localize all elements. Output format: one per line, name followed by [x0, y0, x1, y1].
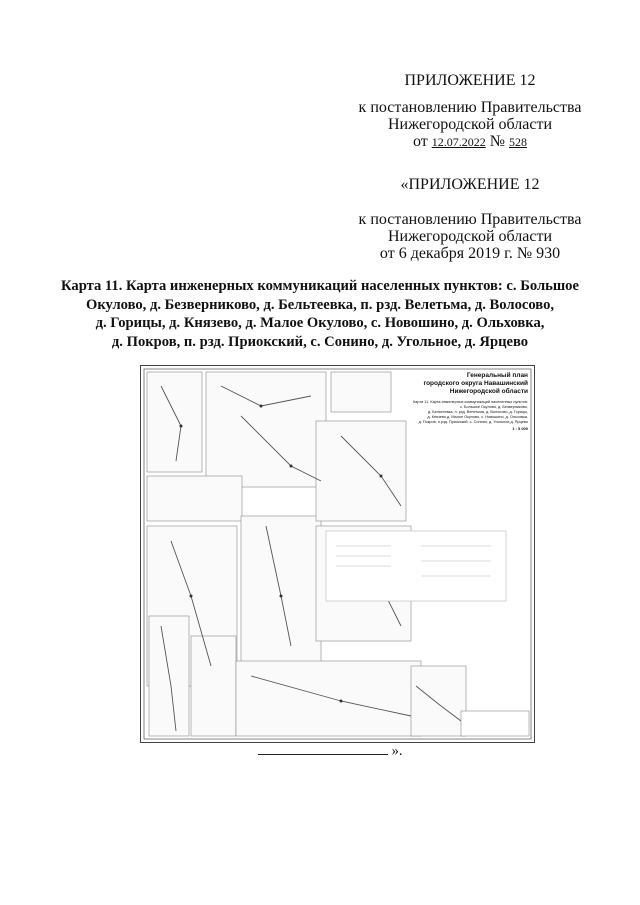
- decree-number: 528: [509, 135, 528, 149]
- decree-date: 12.07.2022: [431, 135, 486, 149]
- appendix-label: ПРИЛОЖЕНИЕ 12: [404, 72, 536, 89]
- number-sign: №: [489, 133, 506, 150]
- decree-line2: Нижегородской области: [387, 116, 552, 133]
- map-sub2: с. Большое Окулово, д. Безверниково,: [459, 405, 528, 409]
- title-line2: Окулово, д. Безверниково, д. Бельтеевка, п. рзд. Велетьма, д. Волосово,: [85, 296, 555, 313]
- map-heading2: городского округа Навашинский: [423, 380, 528, 387]
- map-sub4: д. Князево,д. Малое Окулово, с. Новошино, д. Ольховка,: [427, 415, 528, 419]
- engineering-map: [140, 365, 535, 743]
- map-sub1: Карта 11. Карта инженерных коммуникаций населенных пунктов:: [413, 400, 528, 404]
- decree-line1: к постановлению Правительства: [358, 99, 582, 116]
- appendix-label-original: «ПРИЛОЖЕНИЕ 12: [400, 176, 540, 193]
- map-sub3: д. Бельтеевка, п. рзд. Велетьма, д. Волосово, д. Горицы,: [427, 410, 528, 414]
- date-prefix: от: [412, 133, 428, 150]
- end-mark: ».: [391, 743, 403, 759]
- header-approval: [350, 72, 590, 151]
- title-line1: Карта 11. Карта инженерных коммуникаций населенных пунктов: с. Большое: [61, 278, 579, 294]
- original-decree-line2: Нижегородской области: [387, 228, 552, 245]
- map-title: [40, 277, 600, 351]
- header-original-appendix: [350, 176, 590, 262]
- map-title-block: [403, 372, 528, 433]
- original-decree-date: от 6 декабря 2019 г. № 930: [379, 245, 561, 262]
- original-decree-line1: к постановлению Правительства: [358, 211, 582, 228]
- map-sub5: д. Покров, п.рзд. Приокский, с. Сонино, д. Угольное,д. Ярцево: [418, 420, 528, 424]
- title-line4: д. Покров, п. рзд. Приокский, с. Сонино, д. Угольное, д. Ярцево: [111, 333, 529, 350]
- map-scale: 1 : 5 000: [512, 426, 528, 431]
- closing-line: [258, 742, 403, 760]
- title-line3: д. Горицы, д. Князево, д. Малое Окулово, с. Новошино, д. Ольховка,: [95, 315, 545, 331]
- map-heading3: Нижегородской области: [449, 388, 528, 395]
- signature-line: [258, 742, 388, 755]
- map-heading1: Генеральный план: [466, 372, 528, 379]
- decree-date-line: [350, 133, 590, 151]
